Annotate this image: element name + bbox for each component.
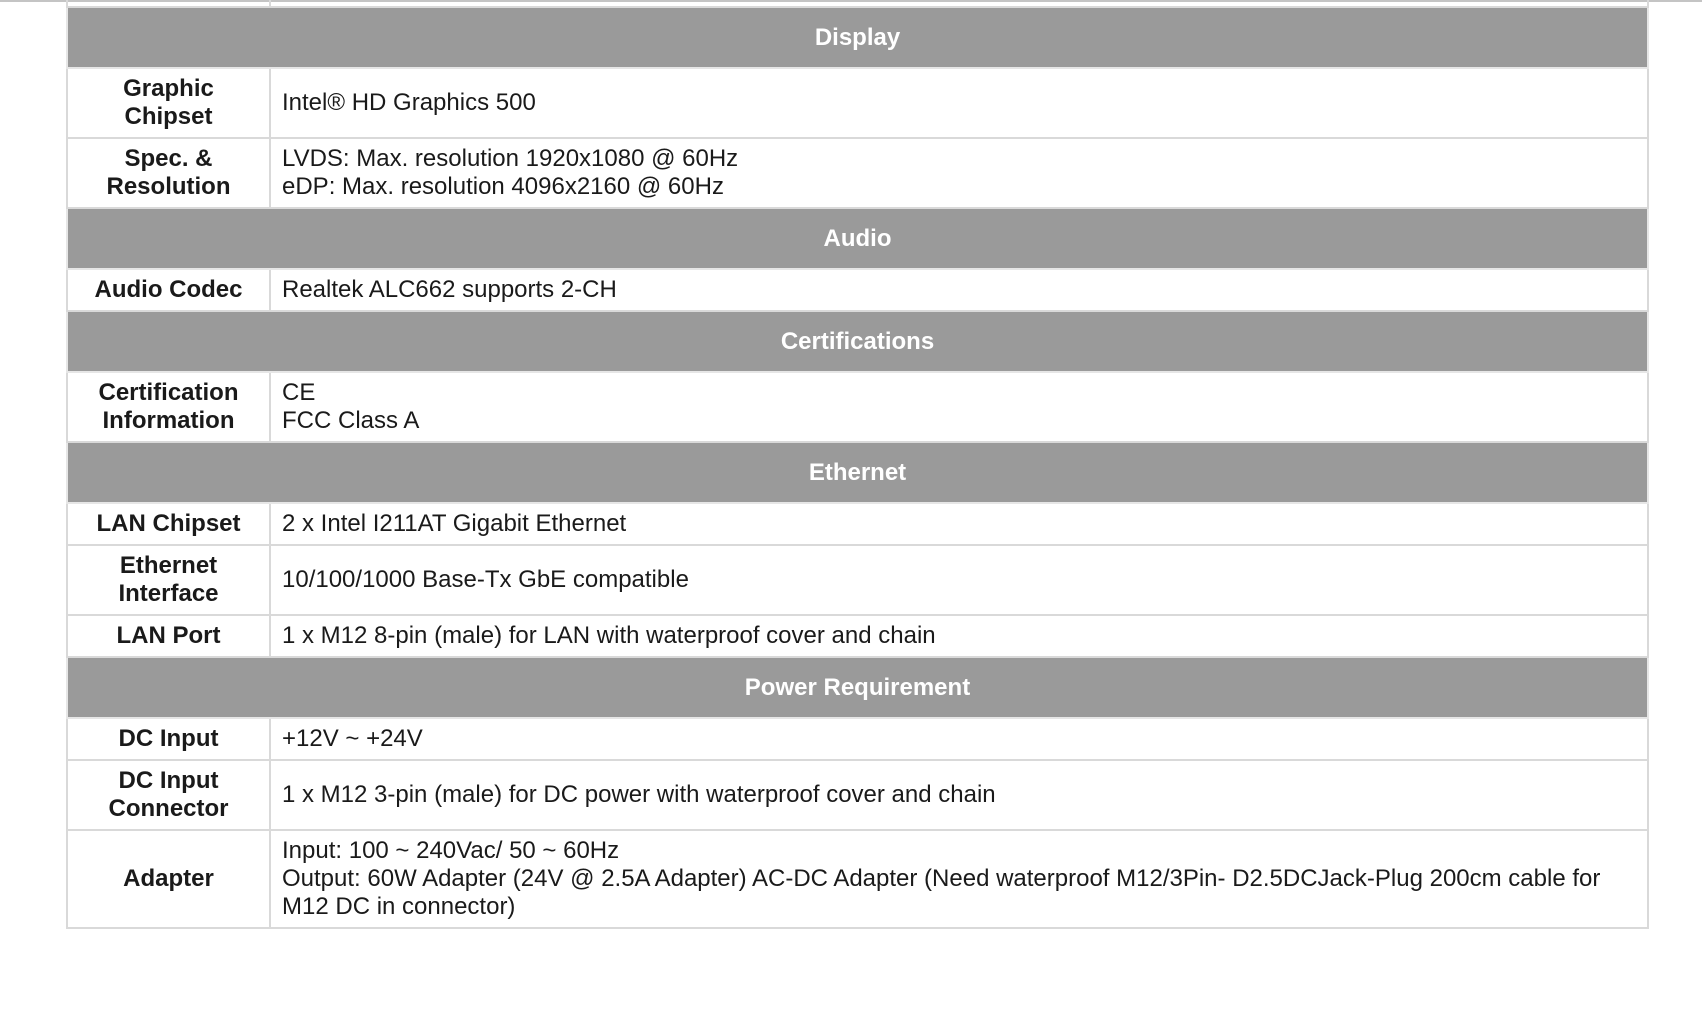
section-title: Certifications (67, 311, 1648, 372)
row-value-line: eDP: Max. resolution 4096x2160 @ 60Hz (282, 173, 724, 200)
spec-table-container (66, 0, 1647, 929)
row-value-line: 2 x Intel I211AT Gigabit Ethernet (282, 510, 627, 537)
row-label (67, 545, 270, 615)
section-title: Audio (67, 208, 1648, 269)
row-value-line: +12V ~ +24V (282, 725, 423, 752)
stub-cell-label (67, 0, 270, 7)
section-header-row (67, 208, 1648, 269)
row-value (270, 615, 1648, 657)
table-row (67, 372, 1648, 442)
row-value-line: Realtek ALC662 supports 2-CH (282, 276, 617, 303)
row-value-line: LVDS: Max. resolution 1920x1080 @ 60Hz (282, 145, 739, 172)
row-label (67, 760, 270, 830)
section-header-row (67, 311, 1648, 372)
row-label-line: Ethernet (119, 552, 218, 579)
table-row-stub (67, 0, 1648, 7)
section-title: Power Requirement (67, 657, 1648, 718)
table-row (67, 545, 1648, 615)
row-label-line: Audio Codec (94, 276, 243, 303)
section-title: Display (67, 7, 1648, 68)
row-label-line: Spec. & (124, 145, 213, 172)
row-label (67, 830, 270, 928)
row-label-line: Certification (98, 379, 239, 406)
spec-table-body (67, 0, 1648, 928)
table-row (67, 760, 1648, 830)
table-row (67, 138, 1648, 208)
row-label-line: Adapter (123, 865, 214, 892)
row-label-line: Interface (118, 580, 219, 607)
row-value-line: Output: 60W Adapter (24V @ 2.5A Adapter) AC-DC Adapter (Need waterproof M12/3Pin- D2.5DCJack-Plug 200cm cable for (282, 865, 1601, 892)
section-header-row (67, 657, 1648, 718)
row-value (270, 138, 1648, 208)
row-value-line: 1 x M12 3-pin (male) for DC power with waterproof cover and chain (282, 781, 996, 808)
row-label-line: Resolution (106, 173, 231, 200)
row-label-line: DC Input (118, 767, 219, 794)
row-label-line: Chipset (124, 103, 213, 130)
spec-table (66, 0, 1649, 929)
row-value (270, 503, 1648, 545)
stub-cell-value (270, 0, 1648, 7)
row-value-line: 10/100/1000 Base-Tx GbE compatible (282, 566, 689, 593)
row-value-line: 1 x M12 8-pin (male) for LAN with waterproof cover and chain (282, 622, 936, 649)
table-row (67, 503, 1648, 545)
row-label (67, 269, 270, 311)
row-value-line: M12 DC in connector) (282, 893, 516, 920)
row-value (270, 718, 1648, 760)
row-value-line: Input: 100 ~ 240Vac/ 50 ~ 60Hz (282, 837, 620, 864)
row-label-line: Connector (108, 795, 229, 822)
section-title: Ethernet (67, 442, 1648, 503)
row-label (67, 68, 270, 138)
row-value-line: FCC Class A (282, 407, 420, 434)
row-label-line: LAN Chipset (96, 510, 241, 537)
table-row (67, 615, 1648, 657)
row-value-line: Intel® HD Graphics 500 (282, 89, 536, 116)
row-label (67, 138, 270, 208)
table-row (67, 68, 1648, 138)
row-label-line: Graphic (123, 75, 214, 102)
row-value (270, 372, 1648, 442)
table-row (67, 830, 1648, 928)
row-label-line: Information (102, 407, 235, 434)
row-value (270, 545, 1648, 615)
row-value (270, 830, 1648, 928)
row-value-line: CE (282, 379, 316, 406)
table-row (67, 718, 1648, 760)
table-row (67, 269, 1648, 311)
row-label (67, 372, 270, 442)
row-value (270, 68, 1648, 138)
row-label (67, 718, 270, 760)
row-label-line: DC Input (118, 725, 219, 752)
row-label (67, 615, 270, 657)
row-label (67, 503, 270, 545)
section-header-row (67, 7, 1648, 68)
row-value (270, 760, 1648, 830)
row-value (270, 269, 1648, 311)
section-header-row (67, 442, 1648, 503)
row-label-line: LAN Port (116, 622, 221, 649)
